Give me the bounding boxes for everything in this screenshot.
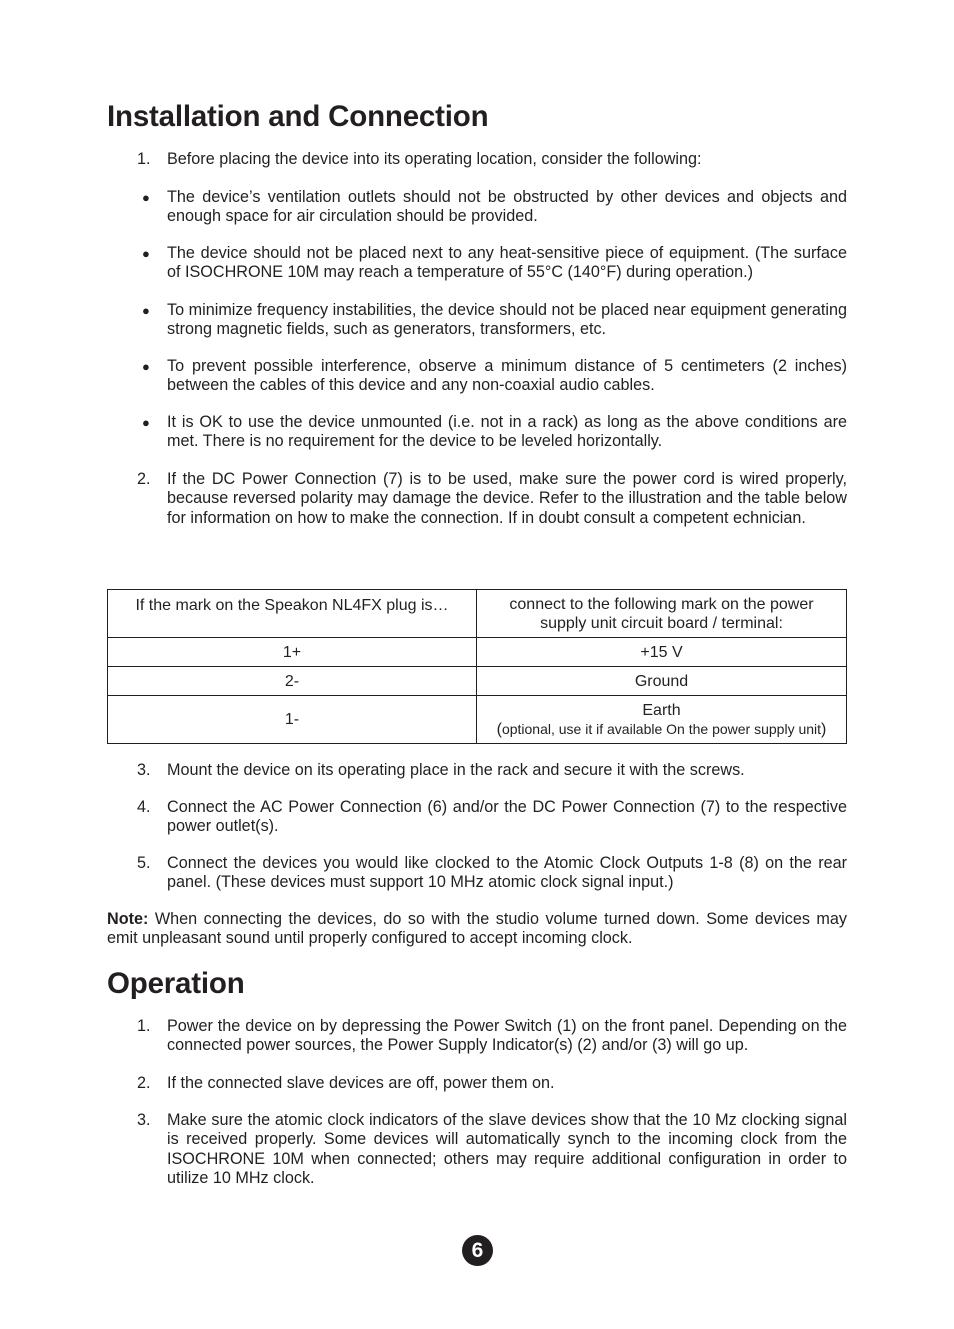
plug-mark-cell: 1-	[108, 696, 477, 744]
note-paragraph	[107, 910, 847, 949]
note-text: When connecting the devices, do so with the studio volume turned down. Some devices may emit unpleasant sound until properly configured to accept incoming clock.	[107, 910, 848, 948]
list-number: 2.	[137, 470, 151, 488]
plug-mark-cell: 2-	[108, 667, 477, 696]
table-header-row	[108, 590, 847, 638]
terminal-mark-cell	[477, 696, 847, 744]
list-text: Mount the device on its operating place in the rack and secure it with the screws.	[167, 761, 745, 779]
list-text: Power the device on by depressing the Power Switch (1) on the front panel. Depending on the connected power sources, the Power Supply Indicator(s) (2) and/or (3) will go up.	[167, 1017, 847, 1055]
bullet-text: The device should not be placed next to any heat-sensitive piece of equipment. (The surface of ISOCHRONE 10M may reach a temperature of 55°C (140°F) during operation.)	[167, 244, 847, 282]
list-number: 3.	[137, 761, 151, 779]
list-number: 2.	[137, 1074, 151, 1092]
bullet-text: It is OK to use the device unmounted (i.e. not in a rack) as long as the above conditions are met. There is no requirement for the device to be leveled horizontally.	[167, 413, 847, 451]
terminal-mark-cell: +15 V	[477, 638, 847, 667]
section-heading-operation: Operation	[107, 967, 245, 1000]
bullet-icon: ●	[142, 359, 150, 374]
list-number: 5.	[137, 854, 151, 872]
terminal-mark: Earth	[642, 701, 681, 719]
bullet-text: To minimize frequency instabilities, the device should not be placed near equipment generating strong magnetic fields, such as generators, transformers, etc.	[167, 301, 847, 339]
bullet-text: To prevent possible interference, observe a minimum distance of 5 centimeters (2 inches) between the cables of this device and any non-coaxial audio cables.	[167, 357, 847, 395]
terminal-note: (optional, use it if available On the power supply unit)	[496, 720, 827, 738]
list-text: If the DC Power Connection (7) is to be used, make sure the power cord is wired properly, because reversed polarity may damage the device. Refer to the illustration and the table below for information on how to make the connection. If in doubt consult a competent echnician.	[167, 470, 847, 527]
table-row	[108, 667, 847, 696]
wiring-table	[107, 589, 847, 744]
table-row	[108, 638, 847, 667]
terminal-note-text: optional, use it if available On the power supply unit	[501, 720, 822, 737]
bullet-icon: ●	[142, 246, 150, 261]
list-text: Make sure the atomic clock indicators of the slave devices show that the 10 Mz clocking signal is received properly. Some devices will automatically synch to the incoming clock from the ISOCHRONE 10M when connected; others may require additional configuration in order to utilize 10 MHz clock.	[167, 1111, 847, 1187]
plug-mark-cell: 1+	[108, 638, 477, 667]
list-text: Connect the AC Power Connection (6) and/or the DC Power Connection (7) to the respective power outlet(s).	[167, 798, 847, 836]
section-heading-installation: Installation and Connection	[107, 100, 489, 133]
bullet-icon: ●	[142, 303, 150, 318]
table-row	[108, 696, 847, 744]
list-text: Before placing the device into its operating location, consider the following:	[167, 150, 702, 168]
note-label: Note:	[107, 910, 149, 928]
list-number: 1.	[137, 1017, 151, 1035]
table-header-cell: If the mark on the Speakon NL4FX plug is…	[108, 590, 477, 638]
table-header-cell: connect to the following mark on the power supply unit circuit board / terminal:	[477, 590, 847, 638]
bullet-text: The device’s ventilation outlets should not be obstructed by other devices and objects and enough space for air circulation should be provided.	[167, 188, 847, 226]
list-text: If the connected slave devices are off, power them on.	[167, 1074, 555, 1092]
list-number: 3.	[137, 1111, 151, 1129]
bullet-icon: ●	[142, 190, 150, 205]
page-number-badge: 6	[462, 1235, 493, 1266]
list-number: 1.	[137, 150, 151, 168]
list-number: 4.	[137, 798, 151, 816]
list-text: Connect the devices you would like clocked to the Atomic Clock Outputs 1-8 (8) on the rear panel. (These devices must support 10 MHz atomic clock signal input.)	[167, 854, 847, 892]
terminal-mark-cell: Ground	[477, 667, 847, 696]
bullet-icon: ●	[142, 415, 150, 430]
